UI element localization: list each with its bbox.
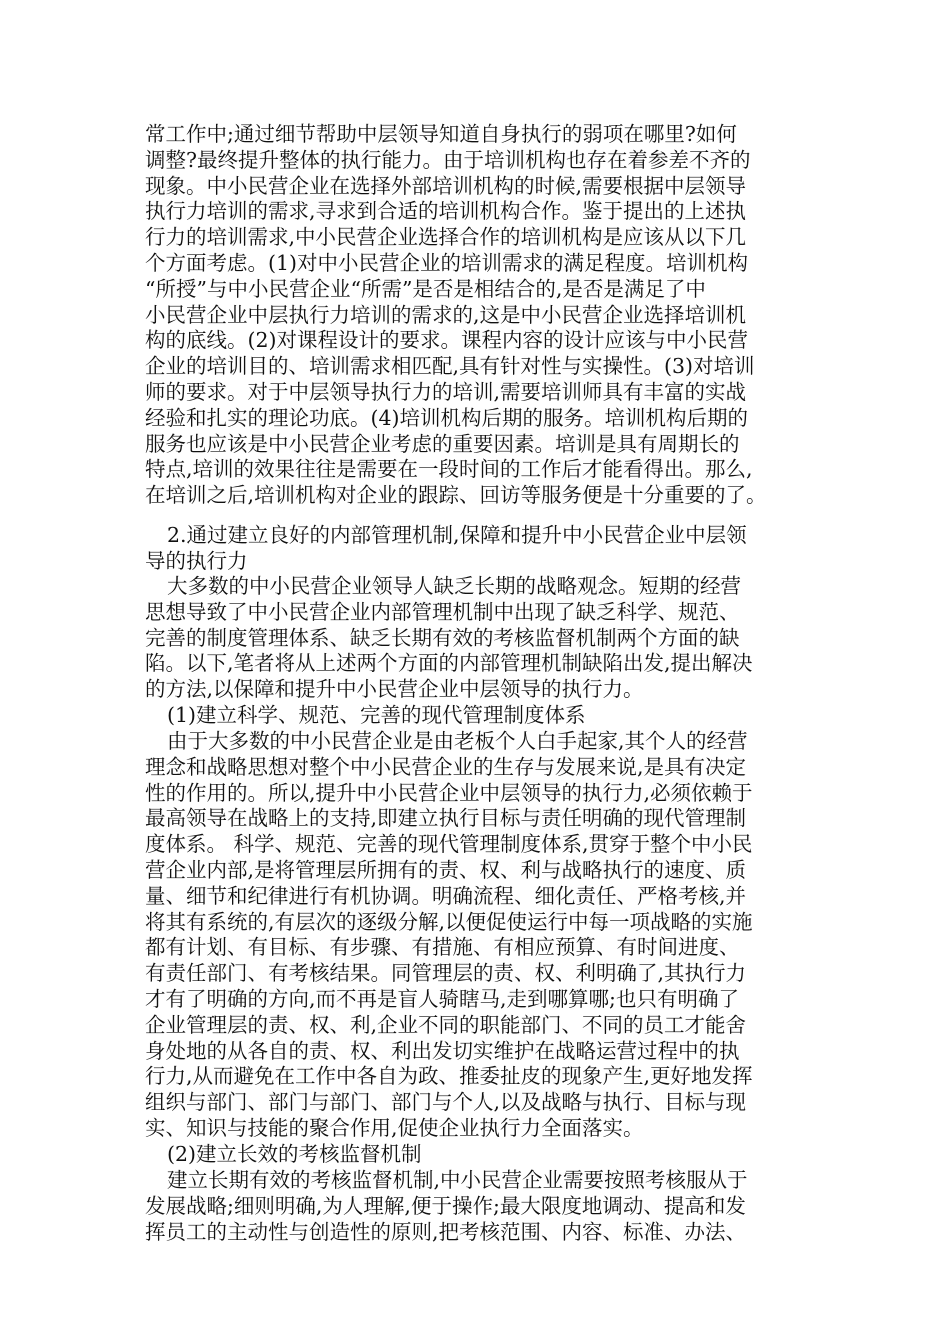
text-line: 特点,培训的效果往往是需要在一段时间的工作后才能看得出。那么, <box>145 457 753 482</box>
text-line: 个方面考虑。(1)对中小民营企业的培训需求的满足程度。培训机构 <box>145 250 749 275</box>
text-line: 调整?最终提升整体的执行能力。由于培训机构也存在着参差不齐的 <box>145 147 751 172</box>
text-line: 小民营企业中层执行力培训的需求的,这是中小民营企业选择培训机 <box>145 302 747 327</box>
text-line: 挥员工的主动性与创造性的原则,把考核范围、内容、标准、办法、 <box>145 1219 747 1244</box>
text-line: 度体系。 科学、规范、完善的现代管理制度体系,贯穿于整个中小民 <box>145 832 753 857</box>
text-line: 完善的制度管理体系、缺乏长期有效的考核监督机制两个方面的缺 <box>145 625 740 650</box>
text-line: 建立长期有效的考核监督机制,中小民营企业需要按照考核服从于 <box>167 1168 748 1192</box>
text-line: 将其有系统的,有层次的逐级分解,以便促使运行中每一项战略的实施 <box>145 909 753 934</box>
text-line: 营企业内部,是将管理层所拥有的责、权、利与战略执行的速度、质 <box>145 857 747 882</box>
paragraph-management-system <box>145 729 817 1142</box>
text-line: 都有计划、有目标、有步骤、有措施、有相应预算、有时间进度、 <box>145 935 740 960</box>
text-line: 身处地的从各自的责、权、利出发切实维护在战略运营过程中的执 <box>145 1038 740 1063</box>
text-line: 执行力培训的需求,寻求到合适的培训机构合作。鉴于提出的上述执 <box>145 199 747 224</box>
text-line: 性的作用的。所以,提升中小民营企业中层领导的执行力,必须依赖于 <box>145 780 753 805</box>
subheading-evaluation-mechanism <box>145 1142 817 1168</box>
section-heading-2 <box>145 523 817 575</box>
text-line: 服务也应该是中小民营企业考虑的重要因素。培训是具有周期长的 <box>145 431 740 456</box>
text-line: 行力,从而避免在工作中各自为政、推委扯皮的现象产生,更好地发挥 <box>145 1064 753 1089</box>
text-line: 才有了明确的方向,而不再是盲人骑瞎马,走到哪算哪;也只有明确了 <box>145 986 739 1011</box>
subheading-line: (1)建立科学、规范、完善的现代管理制度体系 <box>167 703 586 727</box>
heading-line: 2.通过建立良好的内部管理机制,保障和提升中小民营企业中层领 <box>167 523 747 547</box>
text-line: 行力的培训需求,中小民营企业选择合作的培训机构是应该从以下几 <box>145 225 747 250</box>
text-line: 理念和战略思想对整个中小民营企业的生存与发展来说,是具有决定 <box>145 754 747 779</box>
subheading-line: (2)建立长效的考核监督机制 <box>167 1142 422 1166</box>
text-line: 师的要求。对于中层领导执行力的培训,需要培训师具有丰富的实战 <box>145 379 747 404</box>
text-line: 企业管理层的责、权、利,企业不同的职能部门、不同的员工才能舍 <box>145 1012 747 1037</box>
text-line: 有责任部门、有考核结果。同管理层的责、权、利明确了,其执行力 <box>145 961 747 986</box>
text-line: 陷。以下,笔者将从上述两个方面的内部管理机制缺陷出发,提出解决 <box>145 651 753 676</box>
text-line: 经验和扎实的理论功底。(4)培训机构后期的服务。培训机构后期的 <box>145 405 749 430</box>
text-line: 常工作中;通过细节帮助中层领导知道自身执行的弱项在哪里?如何 <box>145 122 737 146</box>
text-line: 量、细节和纪律进行有机协调。明确流程、细化责任、严格考核,并 <box>145 883 747 908</box>
heading-line: 导的执行力 <box>145 548 248 573</box>
text-line: 企业的培训目的、培训需求相匹配,具有针对性与实操性。(3)对培训 <box>145 354 755 379</box>
text-line: “所授”与中小民营企业“所需”是否是相结合的,是否是满足了中 <box>145 276 706 301</box>
paragraph-evaluation-mechanism <box>145 1168 817 1245</box>
text-line: 思想导致了中小民营企业内部管理机制中出现了缺乏科学、规范、 <box>145 599 740 624</box>
paragraph-training-institution <box>145 122 817 509</box>
subheading-management-system <box>145 703 817 729</box>
text-line: 现象。中小民营企业在选择外部培训机构的时候,需要根据中层领导 <box>145 173 747 198</box>
text-line: 发展战略;细则明确,为人理解,便于操作;最大限度地调动、提高和发 <box>145 1193 746 1218</box>
text-line: 构的底线。(2)对课程设计的要求。课程内容的设计应该与中小民营 <box>145 328 749 353</box>
text-line: 实、知识与技能的聚合作用,促使企业执行力全面落实。 <box>145 1115 644 1140</box>
text-line: 由于大多数的中小民营企业是由老板个人白手起家,其个人的经营 <box>167 729 748 753</box>
text-line: 大多数的中小民营企业领导人缺乏长期的战略观念。短期的经营 <box>167 574 741 598</box>
text-line: 的方法,以保障和提升中小民营企业中层领导的执行力。 <box>145 677 644 702</box>
text-line: 最高领导在战略上的支持,即建立执行目标与责任明确的现代管理制 <box>145 806 747 831</box>
text-line: 在培训之后,培训机构对企业的跟踪、回访等服务便是十分重要的了。 <box>145 483 767 508</box>
text-line: 组织与部门、部门与部门、部门与个人,以及战略与执行、目标与现 <box>145 1090 747 1115</box>
paragraph-management-mechanism <box>145 574 817 703</box>
